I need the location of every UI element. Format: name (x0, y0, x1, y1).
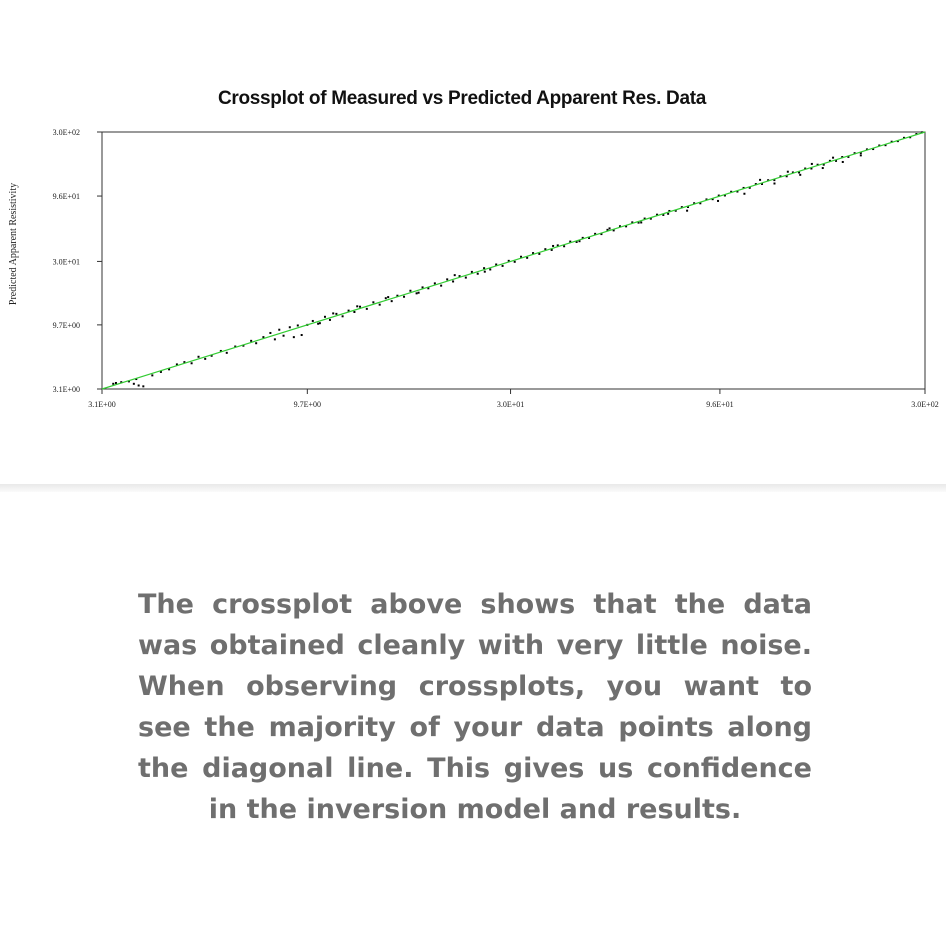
data-point (787, 171, 789, 173)
data-point (142, 385, 144, 387)
data-point (372, 301, 374, 303)
x-tick-label: 3.0E+02 (911, 400, 939, 409)
data-point (434, 282, 436, 284)
data-point (822, 167, 824, 169)
data-point (204, 358, 206, 360)
caption-text (138, 584, 812, 830)
data-point (717, 200, 719, 202)
data-point (471, 271, 473, 273)
data-point (112, 383, 114, 385)
data-point (278, 329, 280, 331)
data-point (773, 183, 775, 185)
caption-line: The crossplot above shows that the data (138, 589, 812, 620)
caption-line: was obtained cleanly with very little noise. (138, 630, 812, 661)
data-point (465, 277, 467, 279)
data-point (301, 334, 303, 336)
y-tick-label: 3.1E+00 (52, 385, 80, 394)
x-axis (88, 389, 938, 409)
data-point (297, 324, 299, 326)
x-tick-label: 3.1E+00 (88, 400, 116, 409)
data-point (342, 315, 344, 317)
data-point (502, 265, 504, 267)
x-tick-label: 9.7E+00 (293, 400, 322, 409)
data-point (379, 304, 381, 306)
y-axis (53, 128, 102, 394)
data-point (842, 161, 844, 163)
y-tick-label: 3.0E+01 (52, 257, 80, 267)
data-point (385, 297, 387, 299)
chart-title: Crossplot of Measured vs Predicted Apparent Res. Data (217, 88, 707, 109)
x-tick-label: 3.0E+01 (496, 400, 525, 409)
data-point (359, 306, 361, 308)
data-point (667, 213, 669, 215)
data-point (250, 340, 252, 342)
caption-line: in the inversion model and results. (208, 794, 742, 825)
data-point (743, 193, 745, 195)
y-tick-label: 9.6E+01 (52, 192, 80, 202)
data-point (115, 382, 117, 384)
caption-line: When observing crossplots, you want to (138, 671, 812, 702)
data-point (418, 292, 420, 294)
data-point (335, 313, 337, 315)
data-point (799, 174, 801, 176)
data-point (811, 163, 813, 165)
data-point (353, 311, 355, 313)
data-point (356, 305, 358, 307)
data-point (552, 245, 554, 247)
data-point (526, 257, 528, 259)
data-point (446, 278, 448, 280)
data-point (563, 245, 565, 247)
data-point (133, 383, 135, 385)
data-point (409, 290, 411, 292)
data-point (366, 308, 368, 310)
data-point (312, 320, 314, 322)
data-point (324, 316, 326, 318)
data-point (151, 374, 153, 376)
data-point (452, 280, 454, 282)
y-tick-label: 3.0E+02 (52, 128, 80, 137)
data-point (391, 300, 393, 302)
x-tick-label: 9.6E+01 (706, 400, 734, 409)
data-point (319, 322, 321, 324)
data-point (293, 336, 295, 338)
data-point (317, 323, 319, 325)
data-point (226, 352, 228, 354)
data-point (332, 312, 334, 314)
data-point (440, 285, 442, 287)
data-point (269, 332, 271, 334)
data-point (289, 326, 291, 328)
data-point (403, 296, 405, 298)
data-point (759, 179, 761, 181)
data-point (274, 338, 276, 340)
y-tick-label: 9.7E+00 (52, 320, 80, 330)
data-point (860, 154, 862, 156)
data-point (832, 157, 834, 159)
data-point (686, 210, 688, 212)
data-point (138, 384, 140, 386)
data-point (514, 261, 516, 263)
data-point (387, 296, 389, 298)
data-point (477, 273, 479, 275)
caption-line: the diagonal line. This gives us confidence (138, 753, 812, 784)
data-point (198, 356, 200, 358)
data-point (416, 292, 418, 294)
data-point (329, 319, 331, 321)
data-point (255, 342, 257, 344)
data-point (454, 274, 456, 276)
data-point (489, 268, 491, 270)
data-point (191, 362, 193, 364)
y-axis-label: Predicted Apparent Resistivity (8, 182, 19, 306)
caption-line: see the majority of your data points along (138, 712, 812, 743)
data-point (609, 227, 611, 229)
data-point (640, 221, 642, 223)
data-point (283, 335, 285, 337)
data-point (484, 271, 486, 273)
